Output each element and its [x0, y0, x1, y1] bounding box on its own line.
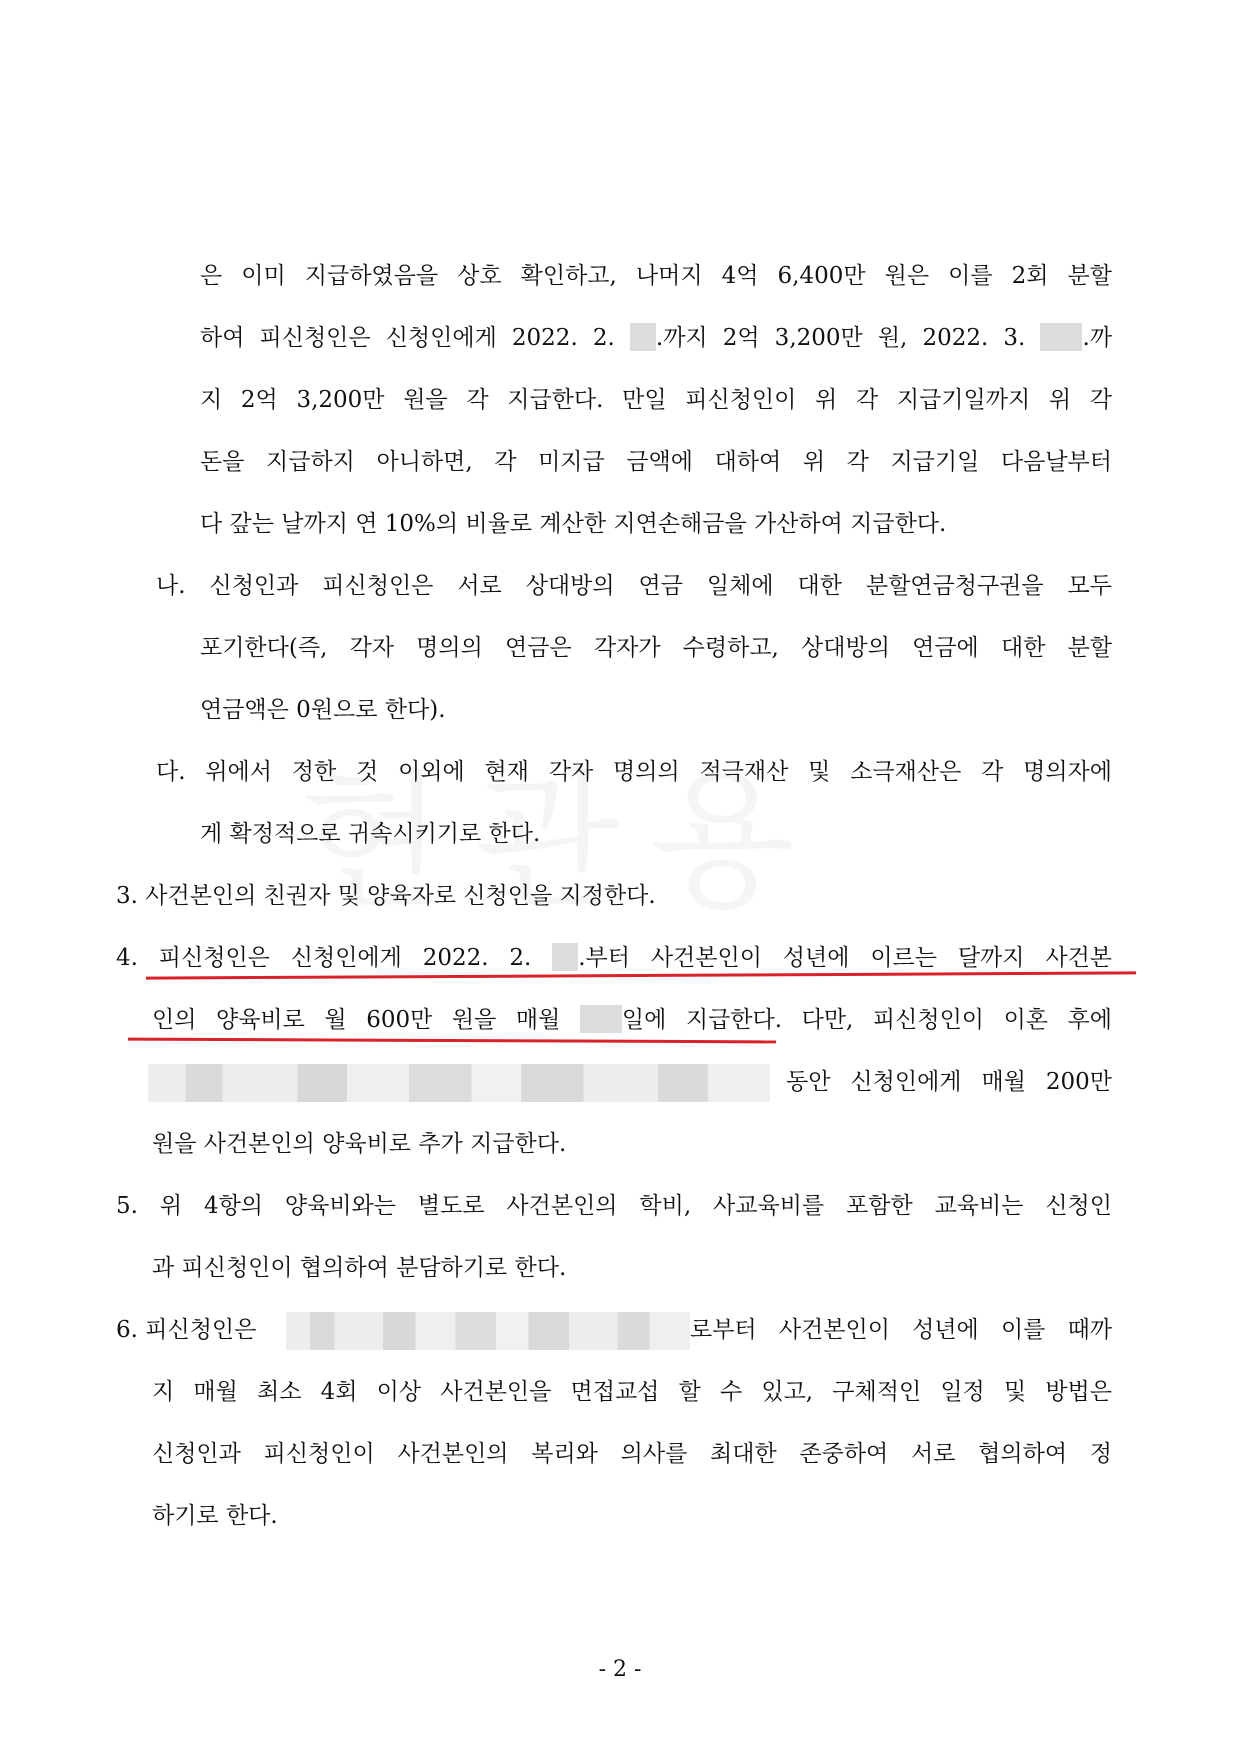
text-segment: 하여 피신청인은 신청인에게 2022. 2.: [200, 325, 630, 351]
redacted-start-date: [286, 1312, 690, 1350]
text-segment: 4. 피신청인은 신청인에게 2022. 2.: [116, 945, 553, 971]
clause-5: 5. 위 4항의 양육비와는 별도로 사건본인의 학비, 사교육비를 포함한 교육비는 신청인: [116, 1193, 1112, 1219]
text-line-10: 게 확정적으로 귀속시키기로 한다.: [200, 821, 541, 847]
text-segment: 일에 지급한다. 다만, 피신청인이 이혼 후에: [621, 1007, 1112, 1033]
text-segment: 인의 양육비로 월 600만 원을 매월: [152, 1007, 580, 1033]
text-line-15: 원을 사건본인의 양육비로 추가 지급한다.: [152, 1131, 567, 1157]
text-line-3: 지 2억 3,200만 원을 각 지급한다. 만일 피신청인이 위 각 지급기일까지 위 각: [200, 387, 1112, 413]
text-segment: .까: [1082, 325, 1112, 351]
text-segment: .까지 2억 3,200만 원, 2022. 3.: [655, 325, 1041, 351]
redacted-date-1: [630, 323, 656, 351]
text-line-4: 돈을 지급하지 아니하면, 각 미지급 금액에 대하여 위 각 지급기일 다음날부터: [200, 449, 1112, 475]
redacted-date-3: [552, 943, 578, 971]
redacted-period: [148, 1064, 770, 1102]
text-line-14: 동안 신청인에게 매월 200만: [786, 1069, 1112, 1095]
text-segment: .부터 사건본인이 성년에 이르는 달까지 사건본: [578, 945, 1113, 971]
text-line-2: [200, 318, 1112, 358]
redacted-date-2: [1040, 323, 1082, 351]
text-line-19: 지 매월 최소 4회 이상 사건본인을 면접교섭 할 수 있고, 구체적인 일정 및 방법은: [152, 1379, 1112, 1405]
redacted-day: [580, 1005, 622, 1033]
clause-da: 다. 위에서 정한 것 이외에 현재 각자 명의의 적극재산 및 소극재산은 각 명의자에: [156, 759, 1112, 785]
text-line-17: 과 피신청인이 협의하여 분담하기로 한다.: [152, 1255, 567, 1281]
text-line-13: [152, 1000, 1112, 1040]
clause-6-start: 6. 피신청인은: [116, 1317, 257, 1343]
page-number: - 2 -: [598, 1657, 642, 1682]
text-line-7: 포기한다(즉, 각자 명의의 연금은 각자가 수령하고, 상대방의 연금에 대한 분할: [200, 635, 1112, 661]
text-line-1: 은 이미 지급하였음을 상호 확인하고, 나머지 4억 6,400만 원은 이를 2회 분할: [200, 263, 1112, 289]
text-line-8: 연금액은 0원으로 한다).: [200, 697, 446, 723]
text-line-5: 다 갚는 날까지 연 10%의 비율로 계산한 지연손해금을 가산하여 지급한다.: [200, 511, 947, 537]
text-line-21: 하기로 한다.: [152, 1503, 278, 1529]
clause-3: 3. 사건본인의 친권자 및 양육자로 신청인을 지정한다.: [116, 883, 656, 909]
clause-na: 나. 신청인과 피신청인은 서로 상대방의 연금 일체에 대한 분할연금청구권을 모두: [156, 573, 1112, 599]
clause-6-rest: 로부터 사건본인이 성년에 이를 때까: [690, 1317, 1112, 1343]
text-line-20: 신청인과 피신청인이 사건본인의 복리와 의사를 최대한 존중하여 서로 협의하여 정: [152, 1441, 1112, 1467]
